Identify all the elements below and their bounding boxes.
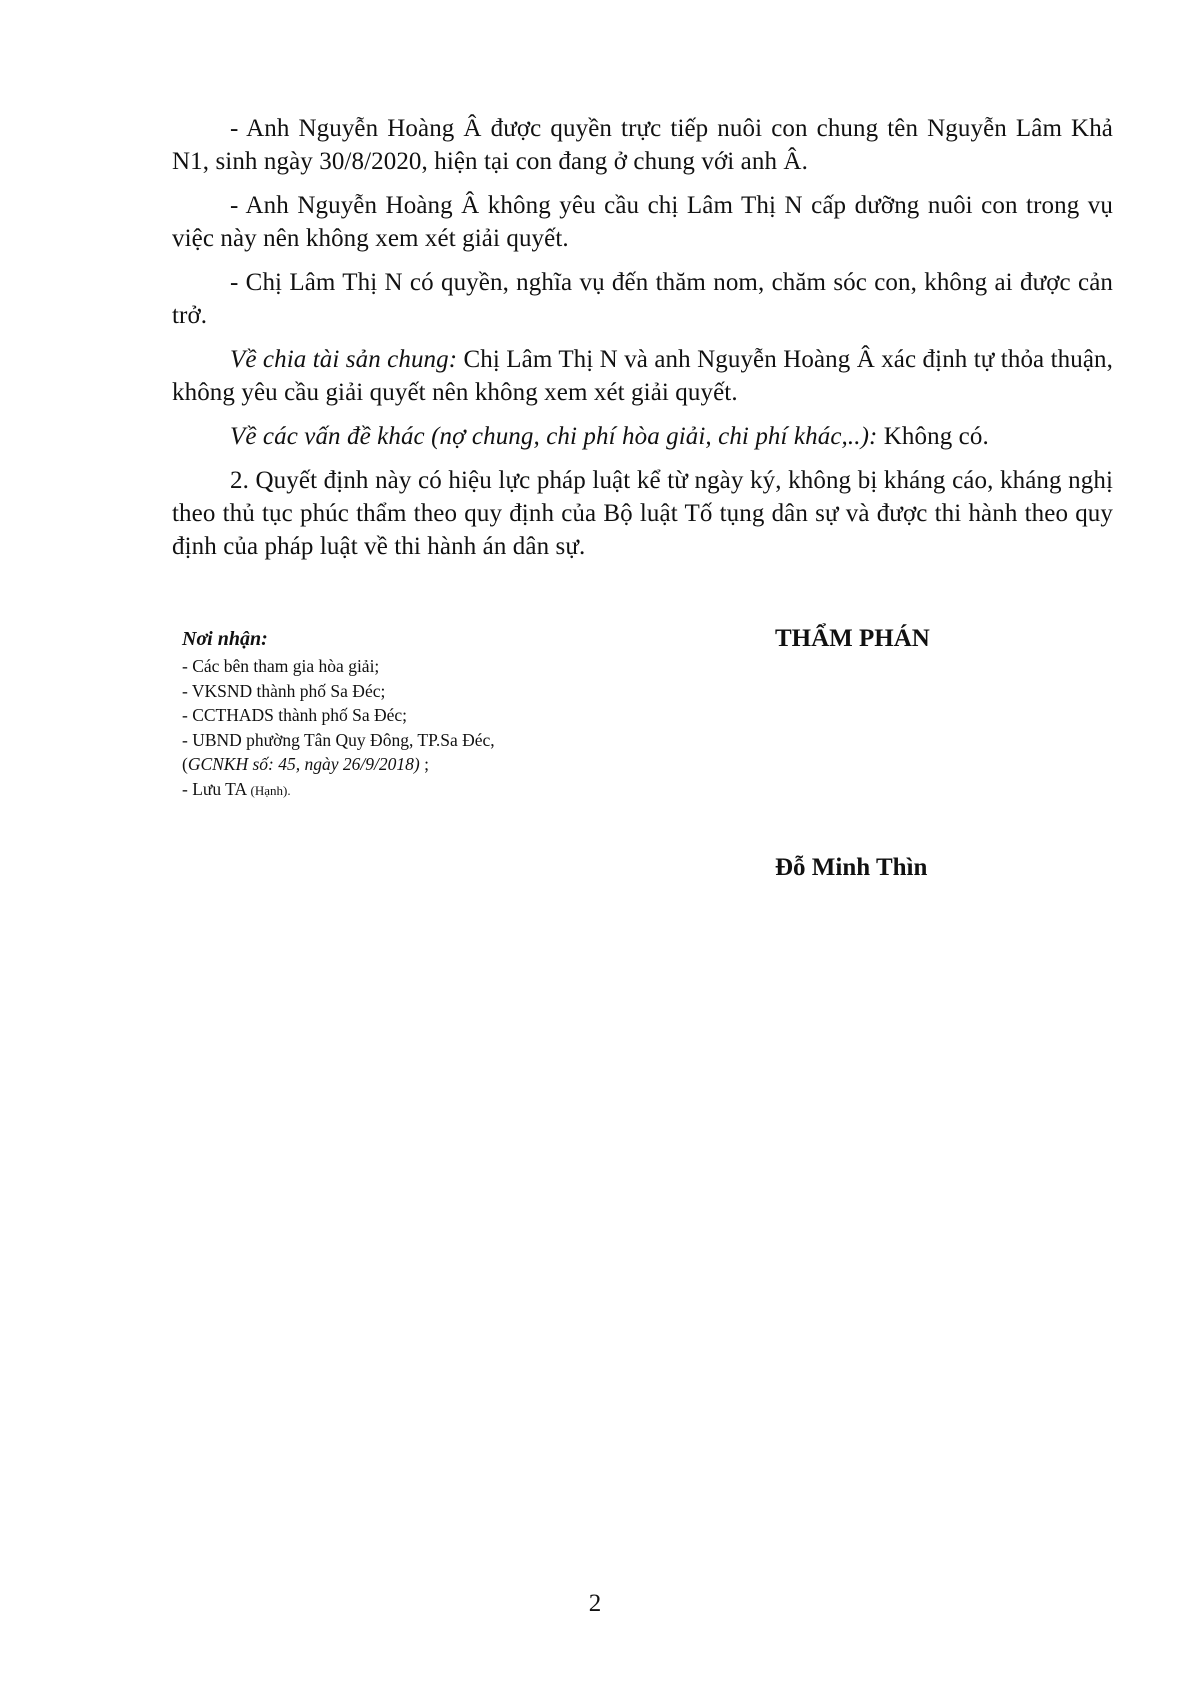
recipients-title: Nơi nhận: bbox=[182, 628, 268, 650]
other-issues-text: Không có. bbox=[877, 423, 989, 450]
recipients-block bbox=[182, 626, 662, 803]
custody-paragraph: - Anh Nguyễn Hoàng Â được quyền trực tiếp nuôi con chung tên Nguyễn Lâm Khả N1, sinh ngày 30/8/2020, hiện tại con đang ở chung với anh Â. bbox=[172, 115, 1113, 175]
archive-text: - Lưu TA bbox=[182, 778, 251, 799]
other-issues-label: Về các vấn đề khác (nợ chung, chi phí hòa giải, chi phí khác,..): bbox=[230, 423, 878, 450]
gcnkh-line bbox=[182, 752, 662, 777]
gcnkh-text: GCNKH số: 45, ngày 26/9/2018) bbox=[187, 754, 420, 774]
gcnkh-close: ; bbox=[419, 754, 429, 774]
property-text: Chị Lâm Thị N và anh Nguyễn Hoàng Â xác định tự thỏa thuận, không yêu cầu giải quyết nên không xem xét giải quyết. bbox=[172, 346, 1113, 406]
judge-title: THẨM PHÁN bbox=[775, 625, 930, 652]
judge-name: Đỗ Minh Thìn bbox=[775, 854, 928, 881]
property-label: Về chia tài sản chung: bbox=[230, 346, 458, 373]
visitation-paragraph: - Chị Lâm Thị N có quyền, nghĩa vụ đến thăm nom, chăm sóc con, không ai được cản trở. bbox=[172, 269, 1113, 329]
gcnkh-open: ( bbox=[182, 754, 188, 774]
child-support-paragraph: - Anh Nguyễn Hoàng Â không yêu cầu chị Lâm Thị N cấp dưỡng nuôi con trong vụ việc này nên không xem xét giải quyết. bbox=[172, 192, 1113, 252]
property-paragraph bbox=[172, 343, 1113, 409]
recipient-item: - Các bên tham gia hòa giải; bbox=[182, 656, 380, 676]
archive-note: (Hạnh). bbox=[250, 782, 291, 798]
recipient-item: - CCTHADS thành phố Sa Đéc; bbox=[182, 705, 408, 725]
archive-line bbox=[182, 777, 662, 804]
other-issues-paragraph bbox=[172, 420, 1113, 453]
effect-paragraph: 2. Quyết định này có hiệu lực pháp luật kể từ ngày ký, không bị kháng cáo, kháng nghị theo thủ tục phúc thẩm theo quy định của Bộ luật Tố tụng dân sự và được thi hành theo quy định của pháp luật về thi hành án dân sự. bbox=[172, 467, 1113, 560]
page-number: 2 bbox=[588, 1590, 602, 1617]
recipient-item: - UBND phường Tân Quy Đông, TP.Sa Đéc, bbox=[182, 729, 495, 750]
recipient-item: - VKSND thành phố Sa Đéc; bbox=[182, 680, 386, 701]
decision-body bbox=[172, 112, 1113, 574]
